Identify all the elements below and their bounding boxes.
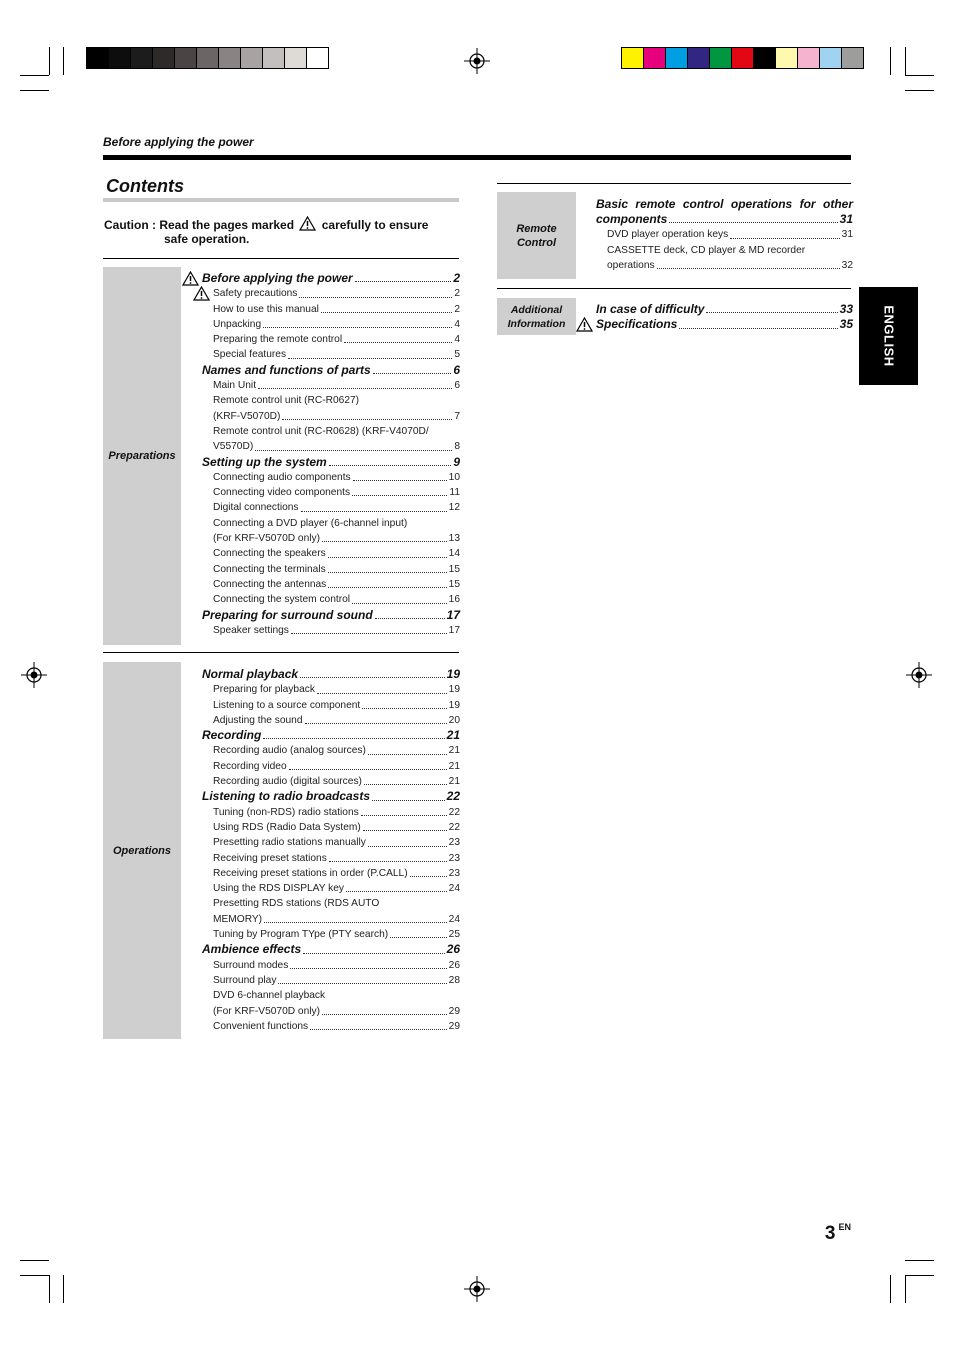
toc-entry [202, 393, 460, 408]
color-swatch [820, 48, 842, 68]
toc-page-number: 2 [453, 271, 460, 285]
toc-page-number: 31 [841, 229, 853, 241]
toc-entry [202, 851, 460, 866]
toc-page-number: 29 [448, 1020, 460, 1032]
toc-entry-title: Recording audio (digital sources) [213, 776, 362, 788]
process-color-bar [621, 47, 864, 69]
page-title: Contents [106, 176, 184, 196]
toc-page-number: 5 [454, 349, 460, 361]
toc-entry [202, 713, 460, 728]
toc-entry-title: Tuning by Program TYpe (PTY search) [213, 929, 389, 941]
registration-mark-icon [464, 1276, 490, 1302]
toc-page-number: 23 [448, 867, 460, 879]
color-swatch [263, 48, 285, 68]
section-label-text: Information [507, 317, 566, 330]
caution-note [104, 216, 460, 246]
toc-chapter-title: Basic remote control operations for other [596, 197, 853, 211]
toc-page-number: 17 [448, 624, 460, 636]
toc-entry [202, 835, 460, 850]
toc-page-number: 32 [841, 259, 853, 271]
toc-page-number: 17 [446, 607, 460, 622]
toc-entry [202, 577, 460, 592]
page-number [825, 1222, 851, 1245]
toc-page-number: 28 [448, 974, 460, 986]
toc-entry-title: DVD player operation keys [607, 229, 729, 241]
toc-entry-title: CASSETTE deck, CD player & MD recorder [607, 244, 806, 256]
toc-chapter [596, 212, 853, 227]
color-swatch [87, 48, 109, 68]
toc-page-number: 7 [454, 410, 460, 422]
color-swatch [241, 48, 263, 68]
color-swatch [644, 48, 666, 68]
toc-entry [202, 592, 460, 607]
toc-page-number: 21 [448, 760, 460, 772]
toc-chapter [596, 196, 853, 212]
toc-entry [202, 470, 460, 485]
toc-entry [202, 820, 460, 835]
toc-chapter [202, 789, 460, 804]
color-swatch [754, 48, 776, 68]
toc-page-number: 33 [839, 302, 853, 316]
section-label-preparations [103, 267, 181, 645]
language-tab-label: ENGLISH [881, 305, 896, 367]
toc-entry [202, 1019, 460, 1034]
toc-page-number: 26 [448, 959, 460, 971]
color-swatch [732, 48, 754, 68]
toc-chapter [202, 608, 460, 623]
toc-chapter-title: Normal playback [202, 667, 299, 681]
toc-entry [202, 546, 460, 561]
warning-triangle-icon [193, 286, 210, 301]
toc-entry [202, 973, 460, 988]
color-swatch [798, 48, 820, 68]
toc-entry [202, 927, 460, 942]
toc-entry [202, 500, 460, 515]
toc-entry-title: Preparing for playback [213, 684, 315, 696]
toc-entry-title: Connecting the antennas [213, 578, 327, 590]
toc-entry-title: Presetting radio stations manually [213, 837, 366, 849]
toc-chapter-title: Recording [202, 728, 262, 743]
toc-entry-title: Using RDS (Radio Data System) [213, 821, 361, 833]
toc-chapter-title: Names and functions of parts [202, 362, 371, 377]
toc-chapter-title: components [596, 212, 668, 226]
toc-entry-title: Tuning (non-RDS) radio stations [213, 806, 359, 818]
toc-entry-title: Connecting the system control [213, 594, 351, 606]
toc-chapter-title: Ambience effects [202, 942, 302, 957]
toc-entry-title: Recording audio (analog sources) [213, 745, 366, 757]
toc-page-number: 26 [446, 942, 460, 957]
caution-text-end: carefully to ensure [321, 218, 429, 232]
toc-chapter-title: Before applying the power [202, 271, 353, 285]
section-header: Before applying the power [103, 135, 254, 149]
toc-page-number: 19 [448, 699, 460, 711]
section-label-text: Preparations [108, 450, 176, 462]
toc-entry-title: Adjusting the sound [213, 714, 303, 726]
toc-entry [202, 805, 460, 820]
toc-entry [202, 332, 460, 347]
section-label-additional-information [497, 298, 576, 335]
section-label-text: Control [516, 236, 557, 249]
toc-page-number: 19 [446, 667, 460, 681]
toc-entry-title: Special features [213, 349, 287, 361]
toc-page-number: 31 [839, 212, 853, 226]
toc-page-number: 35 [839, 317, 853, 332]
toc-entry [202, 562, 460, 577]
color-swatch [842, 48, 863, 68]
toc-entry [202, 439, 460, 454]
caution-text-line2: safe operation. [164, 232, 250, 246]
toc-page-number: 16 [448, 594, 460, 606]
toc-entry-title: Preparing the remote control [213, 334, 343, 346]
toc-chapter-title: Specifications [596, 317, 678, 332]
toc-entry-title: Connecting a DVD player (6-channel input) [213, 517, 408, 529]
color-swatch [307, 48, 328, 68]
color-swatch [131, 48, 153, 68]
toc-page-number: 21 [448, 776, 460, 788]
toc-page-number: 2 [454, 303, 460, 315]
toc-entry-title: Remote control unit (RC-R0627) [213, 395, 360, 407]
toc-chapter [202, 667, 460, 682]
color-swatch [688, 48, 710, 68]
section-divider [103, 652, 459, 653]
toc-entry-title: operations [607, 259, 655, 271]
section-label-operations [103, 662, 181, 1039]
toc-entry-title: Main Unit [213, 380, 257, 392]
toc-entry [202, 866, 460, 881]
registration-mark-icon [21, 662, 47, 688]
toc-entry [202, 516, 460, 531]
toc-entry [202, 531, 460, 546]
toc-entry-title: Surround modes [213, 959, 289, 971]
color-swatch [197, 48, 219, 68]
toc-entry [202, 958, 460, 973]
grayscale-color-bar [86, 47, 329, 69]
toc-entry-title: Using the RDS DISPLAY key [213, 883, 344, 895]
toc-entry-title: Connecting the speakers [213, 548, 326, 560]
toc-page-number: 22 [446, 789, 460, 804]
toc-page-number: 25 [448, 929, 460, 941]
toc-entry [202, 409, 460, 424]
toc-page-number: 23 [448, 837, 460, 849]
color-swatch [153, 48, 175, 68]
toc-page-number: 4 [454, 318, 460, 330]
color-swatch [175, 48, 197, 68]
toc-entry [202, 896, 460, 911]
toc-chapter [202, 363, 460, 378]
toc-preparations [202, 271, 460, 638]
toc-entry [202, 286, 460, 301]
toc-entry-title: Speaker settings [213, 624, 289, 636]
toc-entry-title: How to use this manual [213, 303, 319, 315]
toc-page-number: 21 [448, 745, 460, 757]
registration-mark-icon [906, 662, 932, 688]
toc-page-number: 29 [448, 1005, 460, 1017]
section-label-remote-control [497, 192, 576, 279]
toc-chapter [202, 942, 460, 957]
toc-entry-title: Connecting audio components [213, 471, 351, 483]
toc-operations [202, 667, 460, 1034]
toc-page-number: 23 [448, 852, 460, 864]
toc-entry-title: Recording video [213, 760, 287, 772]
toc-entry [202, 485, 460, 500]
toc-entry-title: (For KRF-V5070D only) [213, 533, 320, 545]
toc-chapter [202, 455, 460, 470]
toc-chapter-title: Preparing for surround sound [202, 607, 373, 622]
toc-entry [202, 317, 460, 332]
section-divider [497, 288, 851, 289]
toc-page-number: 10 [448, 471, 460, 483]
toc-entry [202, 347, 460, 362]
toc-chapter-title: Setting up the system [202, 454, 327, 469]
toc-entry-title: Receiving preset stations in order (P.CALL) [213, 867, 408, 879]
color-swatch [109, 48, 131, 68]
toc-page-number: 12 [448, 502, 460, 514]
toc-chapter-title: Listening to radio broadcasts [202, 789, 371, 804]
toc-page-number: 24 [448, 913, 460, 925]
color-swatch [285, 48, 307, 68]
color-swatch [710, 48, 732, 68]
toc-page-number: 22 [448, 821, 460, 833]
toc-page-number: 9 [453, 454, 460, 469]
caution-text: Caution : Read the pages marked [104, 218, 295, 232]
toc-page-number: 11 [449, 487, 460, 499]
toc-entry-title: Connecting the terminals [213, 563, 326, 575]
section-label-text: Remote [516, 222, 557, 235]
toc-entry [202, 743, 460, 758]
toc-entry-title: Digital connections [213, 502, 299, 514]
toc-page-number: 21 [446, 728, 460, 743]
section-label-text: Additional [510, 303, 563, 316]
page-number-suffix: EN [838, 1222, 851, 1232]
toc-page-number: 20 [448, 714, 460, 726]
toc-entry-title: Safety precautions [213, 288, 298, 300]
toc-chapter [596, 302, 853, 317]
toc-entry [596, 227, 853, 242]
section-divider [103, 258, 459, 259]
toc-chapter [596, 317, 853, 332]
toc-page-number: 2 [454, 288, 460, 300]
warning-triangle-icon [299, 216, 316, 231]
toc-entry [202, 378, 460, 393]
toc-entry-title: V5570D) [213, 441, 254, 453]
toc-page-number: 4 [454, 334, 460, 346]
toc-entry [202, 881, 460, 896]
toc-entry [202, 774, 460, 789]
toc-page-number: 15 [448, 578, 460, 590]
toc-entry [202, 1004, 460, 1019]
toc-entry-title: Convenient functions [213, 1020, 309, 1032]
toc-entry [202, 302, 460, 317]
language-tab [859, 287, 918, 385]
toc-entry [202, 424, 460, 439]
toc-entry-title: Unpacking [213, 318, 262, 330]
toc-page-number: 8 [454, 441, 460, 453]
toc-entry-title: Remote control unit (RC-R0628) (KRF-V4070D/ [213, 425, 429, 437]
toc-entry [202, 912, 460, 927]
toc-entry-title: Receiving preset stations [213, 852, 327, 864]
toc-entry [202, 623, 460, 638]
toc-entry-title: DVD 6-channel playback [213, 990, 326, 1002]
toc-page-number: 24 [448, 883, 460, 895]
toc-entry [596, 243, 853, 258]
registration-mark-icon [464, 48, 490, 74]
toc-entry [202, 698, 460, 713]
toc-entry-title: MEMORY) [213, 913, 263, 925]
toc-page-number: 22 [448, 806, 460, 818]
color-swatch [666, 48, 688, 68]
toc-chapter [202, 271, 460, 286]
toc-entry-title: Surround play [213, 974, 277, 986]
header-rule [103, 155, 851, 160]
toc-additional-information [596, 302, 853, 333]
color-swatch [622, 48, 644, 68]
color-swatch [219, 48, 241, 68]
toc-entry-title: (KRF-V5070D) [213, 410, 281, 422]
toc-page-number: 14 [448, 548, 460, 560]
toc-chapter [202, 728, 460, 743]
toc-entry-title: Presetting RDS stations (RDS AUTO [213, 898, 380, 910]
toc-entry-title: Listening to a source component [213, 699, 361, 711]
toc-page-number: 13 [448, 533, 460, 545]
toc-page-number: 6 [453, 362, 460, 377]
toc-entry [202, 988, 460, 1003]
title-underline [103, 198, 459, 202]
toc-remote-control [596, 196, 853, 273]
toc-chapter-title: In case of difficulty [596, 302, 705, 316]
toc-entry [596, 258, 853, 273]
section-label-text: Operations [112, 844, 172, 857]
warning-triangle-icon [576, 317, 593, 332]
toc-page-number: 19 [448, 684, 460, 696]
page-number-value: 3 [824, 1223, 836, 1244]
toc-entry [202, 759, 460, 774]
toc-page-number: 6 [454, 380, 460, 392]
section-divider [497, 183, 851, 184]
toc-entry-title: Connecting video components [213, 487, 351, 499]
color-swatch [776, 48, 798, 68]
toc-page-number: 15 [448, 563, 460, 575]
warning-triangle-icon [182, 271, 199, 286]
toc-entry [202, 682, 460, 697]
toc-entry-title: (For KRF-V5070D only) [213, 1005, 320, 1017]
